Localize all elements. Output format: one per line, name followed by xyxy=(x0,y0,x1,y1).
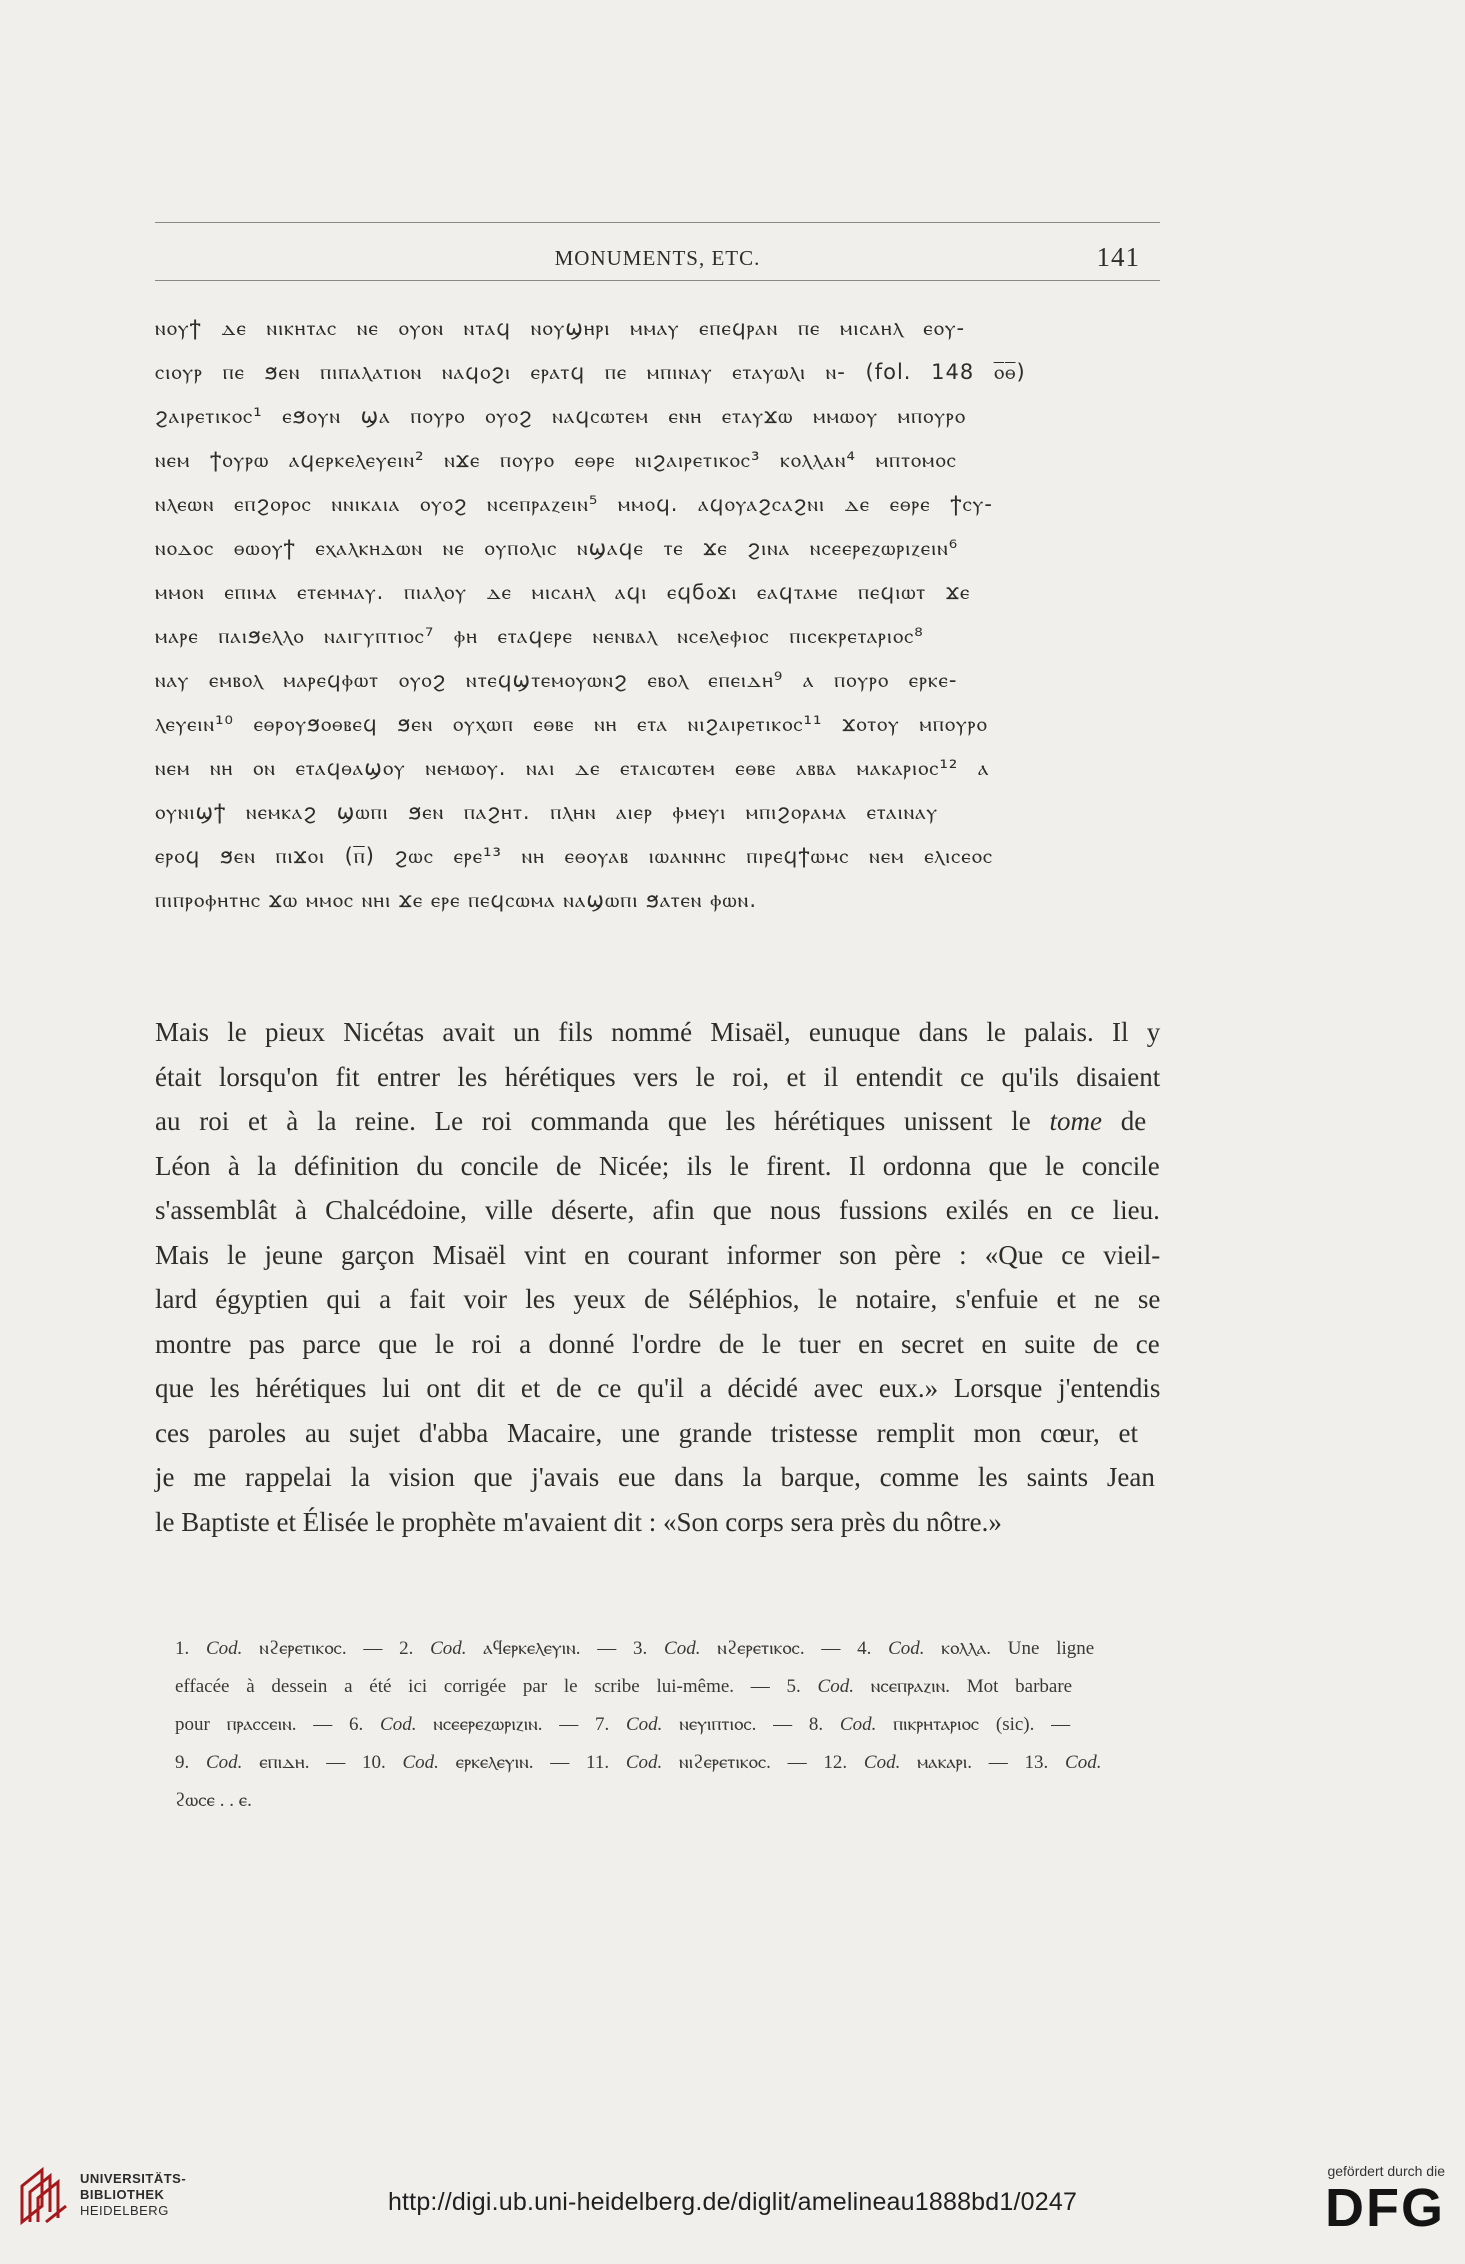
coptic-line: ⲛⲗⲉⲱⲛ ⲉⲡϩⲟⲣⲟⲥ ⲛⲛⲓⲕⲁⲓⲁ ⲟⲩⲟϩ ⲛⲥⲉⲡⲣⲁⲍⲉⲓⲛ⁵ ⲙⲙⲟϥ. ⲁϥⲟⲩⲁϩⲥⲁϩⲛⲓ ⲇⲉ ⲉⲑⲣⲉ ϯⲥⲩ- xyxy=(155,492,993,516)
translation-line: au roi et à la reine. Le roi commanda que les hérétiques unissent le tome de xyxy=(155,1106,1147,1136)
translation-line: Mais le pieux Nicétas avait un fils nommé Misaël, eunuque dans le palais. Il y xyxy=(155,1017,1161,1047)
dfg-logo[interactable] xyxy=(1275,2163,1445,2253)
logo-line-2: BIBLIOTHEK xyxy=(80,2187,165,2202)
footnote-line: 1. Cod. ⲛϩⲉⲣⲉⲧⲓⲕⲟⲥ. — 2. Cod. ⲁϥⲉⲣⲕⲉⲗⲉⲩⲓⲛ. — 3. Cod. ⲛϩⲉⲣⲉⲧⲓⲕⲟⲥ. — 4. Cod. ⲕⲟⲗⲗⲁ. Une ligne xyxy=(175,1638,1095,1659)
page-number: 141 xyxy=(1096,242,1140,272)
coptic-line: ⲛⲉⲙ ϯⲟⲩⲣⲱ ⲁϥⲉⲣⲕⲉⲗⲉⲩⲉⲓⲛ² ⲛϫⲉ ⲡⲟⲩⲣⲟ ⲉⲑⲣⲉ ⲛⲓϩⲁⲓⲣⲉⲧⲓⲕⲟⲥ³ ⲕⲟⲗⲗⲁⲛ⁴ ⲙⲡⲧⲟⲙⲟⲥ xyxy=(155,448,957,472)
translation-line: ces paroles au sujet d'abba Macaire, une grande tristesse remplit mon cœur, et xyxy=(155,1417,1138,1448)
translation-line: Léon à la définition du concile de Nicée; ils le firent. Il ordonna que le concile xyxy=(155,1150,1160,1181)
footnotes-block xyxy=(175,1630,1160,1820)
coptic-line: ⲙⲁⲣⲉ ⲡⲁⲓϧⲉⲗⲗⲟ ⲛⲁⲓⲅⲩⲡⲧⲓⲟⲥ⁷ ⲫⲏ ⲉⲧⲁϥⲉⲣⲉ ⲛⲉⲛⲃⲁⲗ ⲛⲥⲉⲗⲉⲫⲓⲟⲥ ⲡⲓⲥⲉⲕⲣⲉⲧⲁⲣⲓⲟⲥ⁸ xyxy=(155,624,924,648)
header-rule-top xyxy=(155,222,1160,223)
coptic-line: ⲡⲓⲡⲣⲟⲫⲏⲧⲏⲥ ϫⲱ ⲙⲙⲟⲥ ⲛⲏⲓ ϫⲉ ⲉⲣⲉ ⲡⲉϥⲥⲱⲙⲁ ⲛⲁϣⲱⲡⲓ ϧⲁⲧⲉⲛ ⲫⲱⲛ. xyxy=(155,888,758,912)
coptic-line: ϩⲁⲓⲣⲉⲧⲓⲕⲟⲥ¹ ⲉϧⲟⲩⲛ ϣⲁ ⲡⲟⲩⲣⲟ ⲟⲩⲟϩ ⲛⲁϥⲥⲱⲧⲉⲙ ⲉⲛⲏ ⲉⲧⲁⲩϫⲱ ⲙⲙⲱⲟⲩ ⲙⲡⲟⲩⲣⲟ xyxy=(155,404,967,428)
translation-line: que les hérétiques lui ont dit et de ce qu'il a décidé avec eux.» Lorsque j'entendis xyxy=(155,1373,1161,1403)
footnote-line: ϩⲱⲥⲉ . . ⲉ. xyxy=(175,1790,252,1811)
translation-line: était lorsqu'on fit entrer les hérétiques vers le roi, et il entendit ce qu'ils disaient xyxy=(155,1061,1161,1092)
footnote-line: pour ⲡⲣⲁⲥⲥⲉⲓⲛ. — 6. Cod. ⲛⲥⲉⲉⲣⲉⲍⲱⲣⲓⲍⲓⲛ. — 7. Cod. ⲛⲉⲩⲓⲡⲧⲓⲟⲥ. — 8. Cod. ⲡⲓⲕⲣⲏⲧⲁⲣⲓⲟⲥ (sic). — xyxy=(175,1714,1071,1735)
coptic-line: ⲛⲟⲇⲟⲥ ⲑⲱⲟⲩϯ ⲉⲭⲁⲗⲕⲏⲇⲱⲛ ⲛⲉ ⲟⲩⲡⲟⲗⲓⲥ ⲛϣⲁϥⲉ ⲧⲉ ϫⲉ ϩⲓⲛⲁ ⲛⲥⲉⲉⲣⲉⲍⲱⲣⲓⲍⲉⲓⲛ⁶ xyxy=(155,536,959,560)
footnote-line: effacée à dessein a été ici corrigée par le scribe lui-même. — 5. Cod. ⲛⲥⲉⲡⲣⲁⲍⲓⲛ. Mot barbare xyxy=(175,1676,1073,1697)
funded-by-label: gefördert durch die xyxy=(1327,2163,1445,2179)
coptic-line: ⲥⲓⲟⲩⲣ ⲡⲉ ϧⲉⲛ ⲡⲓⲡⲁⲗⲁⲧⲓⲟⲛ ⲛⲁϥⲟϩⲓ ⲉⲣⲁⲧϥ ⲡⲉ ⲙⲡⲓⲛⲁⲩ ⲉⲧⲁⲩⲱⲗⲓ ⲛ- (fol. 148 ⲟ̅ⲑ̅) xyxy=(155,360,1026,384)
dfg-wordmark: DFG xyxy=(1325,2178,1445,2238)
header-rule-bottom xyxy=(155,280,1160,281)
coptic-line: ⲉⲣⲟϥ ϧⲉⲛ ⲡⲓϫⲟⲓ (ⲡ̅) ϩⲱⲥ ⲉⲣⲉ¹³ ⲛⲏ ⲉⲑⲟⲩⲁⲃ ⲓⲱⲁⲛⲛⲏⲥ ⲡⲓⲣⲉϥϯⲱⲙⲥ ⲛⲉⲙ ⲉⲗⲓⲥⲉⲟⲥ xyxy=(155,844,994,868)
coptic-line: ⲗⲉⲩⲉⲓⲛ¹⁰ ⲉⲑⲣⲟⲩϧⲟⲑⲃⲉϥ ϧⲉⲛ ⲟⲩⲭⲱⲡ ⲉⲑⲃⲉ ⲛⲏ ⲉⲧⲁ ⲛⲓϩⲁⲓⲣⲉⲧⲓⲕⲟⲥ¹¹ ϫⲟⲧⲟⲩ ⲙⲡⲟⲩⲣⲟ xyxy=(155,712,988,736)
coptic-line: ⲛⲟⲩϯ ⲇⲉ ⲛⲓⲕⲏⲧⲁⲥ ⲛⲉ ⲟⲩⲟⲛ ⲛⲧⲁϥ ⲛⲟⲩϣⲏⲣⲓ ⲙⲙⲁⲩ ⲉⲡⲉϥⲣⲁⲛ ⲡⲉ ⲙⲓⲥⲁⲏⲗ ⲉⲟⲩ- xyxy=(155,316,966,340)
footnote-line: 9. Cod. ⲉⲡⲓⲇⲏ. — 10. Cod. ⲉⲣⲕⲉⲗⲉⲩⲓⲛ. — 11. Cod. ⲛⲓϩⲉⲣⲉⲧⲓⲕⲟⲥ. — 12. Cod. ⲙⲁⲕⲁⲣⲓ. — 13. Cod. xyxy=(175,1752,1102,1773)
logo-line-1: UNIVERSITÄTS- xyxy=(80,2171,187,2186)
coptic-line: ⲟⲩⲛⲓϣϯ ⲛⲉⲙⲕⲁϩ ϣⲱⲡⲓ ϧⲉⲛ ⲡⲁϩⲏⲧ. ⲡⲗⲏⲛ ⲁⲓⲉⲣ ⲫⲙⲉⲩⲓ ⲙⲡⲓϩⲟⲣⲁⲙⲁ ⲉⲧⲁⲓⲛⲁⲩ xyxy=(155,800,938,824)
coptic-text-block xyxy=(155,306,1160,922)
translation-line: lard égyptien qui a fait voir les yeux de Séléphios, le notaire, s'enfuie et ne se xyxy=(155,1284,1161,1314)
logo-line-3: HEIDELBERG xyxy=(80,2203,169,2218)
translation-line: montre pas parce que le roi a donné l'ordre de le tuer en secret en suite de ce xyxy=(155,1328,1160,1359)
translation-line: le Baptiste et Élisée le prophète m'avaient dit : «Son corps sera près du nôtre.» xyxy=(155,1506,1002,1537)
coptic-line: ⲛⲉⲙ ⲛⲏ ⲟⲛ ⲉⲧⲁϥⲑⲁϣⲟⲩ ⲛⲉⲙⲱⲟⲩ. ⲛⲁⲓ ⲇⲉ ⲉⲧⲁⲓⲥⲱⲧⲉⲙ ⲉⲑⲃⲉ ⲁⲃⲃⲁ ⲙⲁⲕⲁⲣⲓⲟⲥ¹² ⲁ xyxy=(155,756,990,780)
running-head xyxy=(155,242,1160,276)
running-head-title: MONUMENTS, ETC. xyxy=(554,246,761,270)
translation-line: je me rappelai la vision que j'avais eue dans la barque, comme les saints Jean xyxy=(155,1462,1155,1492)
french-translation-block xyxy=(155,1010,1160,1544)
translation-line: s'assemblât à Chalcédoine, ville déserte, afin que nous fussions exilés en ce lieu. xyxy=(155,1195,1160,1225)
permalink-url[interactable]: http://digi.ub.uni-heidelberg.de/diglit/amelineau1888bd1/0247 xyxy=(387,2188,1078,2216)
coptic-line: ⲙⲙⲟⲛ ⲉⲡⲓⲙⲁ ⲉⲧⲉⲙⲙⲁⲩ. ⲡⲓⲁⲗⲟⲩ ⲇⲉ ⲙⲓⲥⲁⲏⲗ ⲁϥⲓ ⲉϥϭⲟϫⲓ ⲉⲁϥⲧⲁⲙⲉ ⲡⲉϥⲓⲱⲧ ϫⲉ xyxy=(155,580,971,604)
coptic-line: ⲛⲁⲩ ⲉⲙⲃⲟⲗ ⲙⲁⲣⲉϥⲫⲱⲧ ⲟⲩⲟϩ ⲛⲧⲉϥϣⲧⲉⲙⲟⲩⲱⲛϩ ⲉⲃⲟⲗ ⲉⲡⲉⲓⲇⲏ⁹ ⲁ ⲡⲟⲩⲣⲟ ⲉⲣⲕⲉ- xyxy=(155,668,958,692)
translation-line: Mais le jeune garçon Misaël vint en courant informer son père : «Que ce vieil- xyxy=(155,1239,1161,1270)
